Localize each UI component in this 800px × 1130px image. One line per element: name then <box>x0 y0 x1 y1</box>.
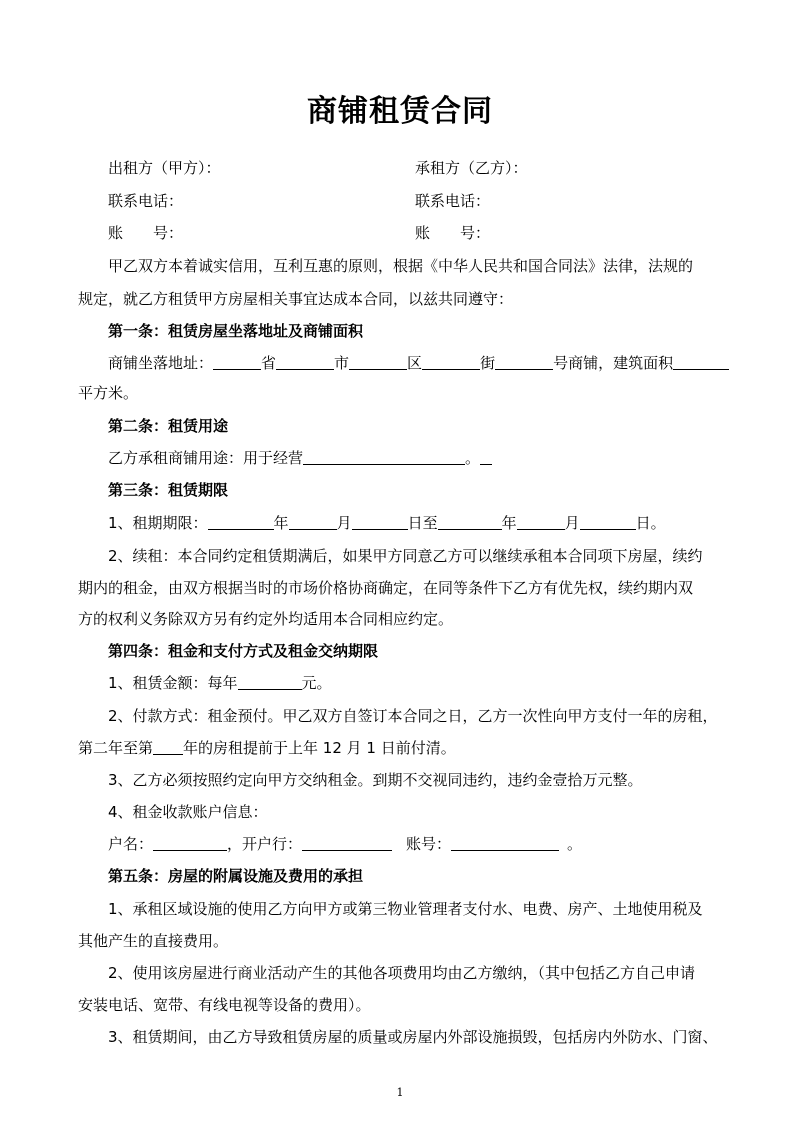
account-name-label: 户名： <box>108 835 154 853</box>
address-line <box>108 353 729 373</box>
article-3-heading: 第三条：租赁期限 <box>108 481 229 499</box>
province-label: 省 <box>261 354 277 372</box>
lessee-label: 承租方（乙方）： <box>415 159 528 177</box>
expenses-line-2: 安装电话、宽带、有线电视等设备的费用）。 <box>78 996 371 1014</box>
payment-year-suffix: 年的房租提前于上年 12 月 1 日前付清。 <box>183 739 456 757</box>
bank-label: ，开户行： <box>227 835 303 853</box>
area-unit: 平方米。 <box>78 384 139 402</box>
start-month-blank <box>289 514 337 530</box>
payment-line-1: 2、付款方式：租金预付。甲乙双方自签订本合同之日，乙方一次性向甲方支付一年的房租， <box>108 707 718 725</box>
number-shop-label: 号商铺，建筑面积 <box>553 354 674 372</box>
start-year-blank <box>208 514 274 530</box>
lessee-phone-label: 联系电话： <box>415 192 491 210</box>
street-blank <box>422 354 480 370</box>
term-line <box>108 513 666 533</box>
district-blank <box>349 354 407 370</box>
account-number-label: 账号： <box>406 835 452 853</box>
account-number-blank <box>451 835 559 851</box>
rent-amount-blank <box>238 674 302 690</box>
end-month-blank <box>517 514 565 530</box>
payment-year-prefix: 第二年至第 <box>78 739 154 757</box>
page-number: 1 <box>396 1086 404 1099</box>
usage-end: 。 <box>465 449 481 467</box>
city-label: 市 <box>334 354 350 372</box>
city-blank <box>276 354 334 370</box>
lessor-account-label: 账 号： <box>108 224 184 242</box>
penalty-line: 3、乙方必须按照约定向甲方交纳租金。到期不交视同违约，违约金壹拾万元整。 <box>108 771 643 789</box>
street-label: 街 <box>480 354 496 372</box>
renewal-line-2: 期内的租金，由双方根据当时的市场价格协商确定，在同等条件下乙方有优先权，续约期内双 <box>78 579 694 597</box>
account-end: 。 <box>567 835 583 853</box>
intro-line-2: 规定，就乙方租赁甲方房屋相关事宜达成本合同，以兹共同遵守： <box>78 290 514 308</box>
facilities-line-2: 其他产生的直接费用。 <box>78 932 229 950</box>
document-title: 商铺租赁合同 <box>307 94 493 129</box>
end-year-blank <box>438 514 502 530</box>
district-label: 区 <box>407 354 423 372</box>
address-prefix: 商铺坐落地址： <box>108 354 214 372</box>
account-details-line <box>108 834 582 854</box>
term-prefix: 1、租期期限： <box>108 514 208 532</box>
rent-amount-suffix: 元。 <box>301 674 332 692</box>
area-blank <box>673 354 729 370</box>
article-5-heading: 第五条：房屋的附属设施及费用的承担 <box>108 867 364 885</box>
account-info-line: 4、租金收款账户信息： <box>108 803 268 821</box>
payment-line-2 <box>78 738 456 758</box>
start-year-label: 年 <box>273 514 289 532</box>
usage-blank <box>303 449 465 465</box>
article-4-heading: 第四条：租金和支付方式及租金交纳期限 <box>108 642 379 660</box>
bank-blank <box>302 835 392 851</box>
expenses-line-1: 2、使用该房屋进行商业活动产生的其他各项费用均由乙方缴纳，（其中包括乙方自己申请 <box>108 964 696 982</box>
payment-year-blank <box>153 739 183 755</box>
usage-end-blank <box>480 449 492 465</box>
article-1-heading: 第一条：租赁房屋坐落地址及商铺面积 <box>108 322 364 340</box>
lessee-account-label: 账 号： <box>415 224 491 242</box>
damage-line-1: 3、租赁期间，由乙方导致租赁房屋的质量或房屋内外部设施损毁，包括房内外防水、门窗、 <box>108 1028 718 1046</box>
number-blank <box>495 354 553 370</box>
lessor-phone-label: 联系电话： <box>108 192 184 210</box>
end-day-label: 日。 <box>635 514 666 532</box>
usage-line <box>108 448 492 468</box>
province-blank <box>213 354 261 370</box>
end-month-label: 月 <box>564 514 580 532</box>
start-month-label: 月 <box>336 514 352 532</box>
rent-amount-line <box>108 673 332 693</box>
end-year-label: 年 <box>501 514 517 532</box>
end-day-blank <box>580 514 636 530</box>
intro-line-1: 甲乙双方本着诚实信用，互利互惠的原则，根据《中华人民共和国合同法》法律，法规的 <box>108 257 694 275</box>
rent-amount-prefix: 1、租赁金额：每年 <box>108 674 238 692</box>
renewal-line-1: 2、续租：本合同约定租赁期满后，如果甲方同意乙方可以继续承租本合同项下房屋，续约 <box>108 547 703 565</box>
account-name-blank <box>153 835 227 851</box>
usage-prefix: 乙方承租商铺用途：用于经营 <box>108 449 304 467</box>
lessor-label: 出租方（甲方）： <box>108 159 221 177</box>
day-to-label: 日至 <box>407 514 438 532</box>
start-day-blank <box>352 514 408 530</box>
facilities-line-1: 1、承租区域设施的使用乙方向甲方或第三物业管理者支付水、电费、房产、土地使用税及 <box>108 900 703 918</box>
article-2-heading: 第二条：租赁用途 <box>108 417 229 435</box>
renewal-line-3: 方的权利义务除双方另有约定外均适用本合同相应约定。 <box>78 610 454 628</box>
